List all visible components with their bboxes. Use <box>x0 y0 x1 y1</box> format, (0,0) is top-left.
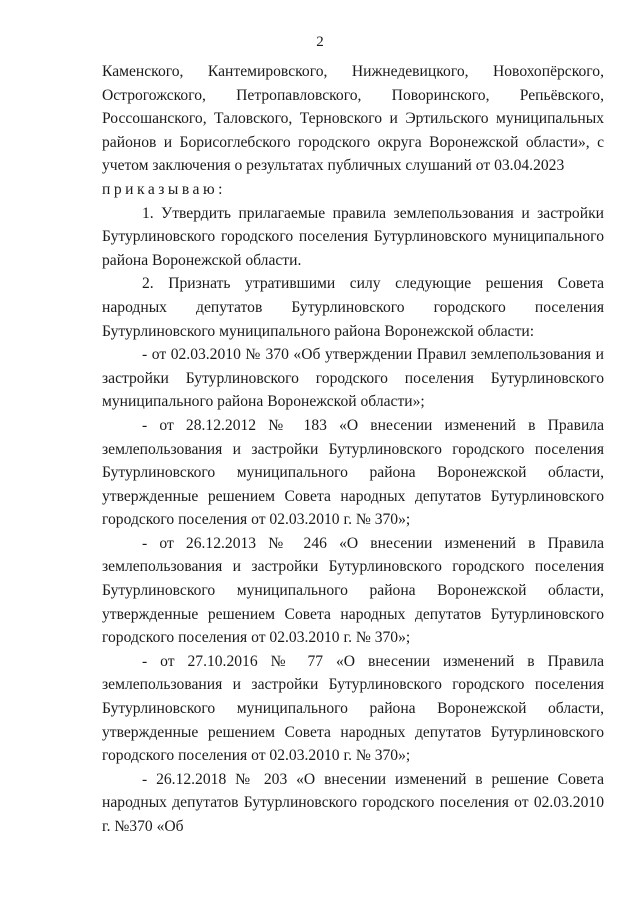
decision-item: - 26.12.2018 № 203 «О внесении изменений в решение Совета народных депутатов Бутурлиновского городского поселения от 02.03.2010 г. №370 «Об <box>102 770 604 835</box>
item-2: 2. Признать утратившими силу следующие решения Совета народных депутатов Бутурлиновского городского поселения Бутурлиновского муниципального района Воронежской области: <box>102 275 604 340</box>
decision-item: - от 28.12.2012 № 183 «О внесении изменений в Правила землепользования и застройки Бутурлиновского городского поселения Бутурлиновского муниципального района Воронежской области, утвержденные решением Совета народных депутатов Бутурлиновского городского поселения от 02.03.2010 г. № 370»; <box>102 416 604 529</box>
intro-line: Россошанского, Таловского, Терновского и Эртильского муниципальных <box>102 110 604 128</box>
intro-line: районов и Борисоглебского городского округа Воронежской области», с <box>102 133 604 151</box>
decision-item: - от 02.03.2010 № 370 «Об утверждении Правил землепользования и застройки Бутурлиновского городского поселения Бутурлиновского муниципального района Воронежской области»; <box>102 346 604 411</box>
order-word: приказываю: <box>102 180 226 198</box>
intro-line: Каменского, Кантемировского, Нижнедевицкого, Новохопёрского, <box>102 63 604 80</box>
intro-line: Острогожского, Петропавловского, Поворинского, Репьёвского, <box>102 86 604 104</box>
item-1: 1. Утвердить прилагаемые правила землепользования и застройки Бутурлиновского городского поселения Бутурлиновского муниципального района Воронежской области. <box>102 204 604 269</box>
document-body <box>102 60 604 839</box>
decision-item: - от 26.12.2013 № 246 «О внесении изменений в Правила землепользования и застройки Бутурлиновского городского поселения Бутурлиновского муниципального района Воронежской области, утвержденные решением Совета народных депутатов Бутурлиновского городского поселения от 02.03.2010 г. № 370»; <box>102 534 604 647</box>
decision-item: - от 27.10.2016 № 77 «О внесении изменений в Правила землепользования и застройки Бутурлиновского городского поселения Бутурлиновского муниципального района Воронежской области, утвержденные решением Совета народных депутатов Бутурлиновского городского поселения от 02.03.2010 г. № 370»; <box>102 652 604 765</box>
intro-line: учетом заключения о результатах публичных слушаний от 03.04.2023 <box>102 157 565 175</box>
page-number: 2 <box>316 34 324 50</box>
